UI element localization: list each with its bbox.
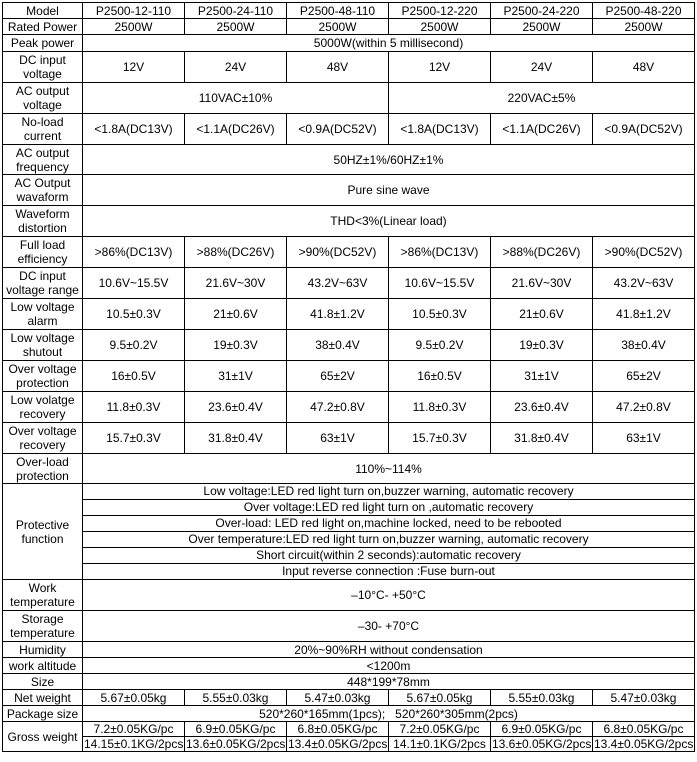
cell-value: 13.4±0.05KG/2pcs: [594, 737, 694, 751]
cell-value: 10.5±0.3V: [389, 299, 491, 330]
cell-value: 15.7±0.3V: [83, 423, 185, 454]
row-label: No-load current: [3, 114, 83, 145]
cell-value: 12V: [83, 52, 185, 83]
cell-value: 5.55±0.03kg: [185, 690, 287, 706]
work-altitude-row: [3, 658, 695, 674]
cell-value: 38±0.4V: [593, 330, 695, 361]
row-label: Over-load protection: [3, 454, 83, 484]
cell-value: 13.6±0.05KG/2pcs: [492, 737, 592, 751]
cell-value: 23.6±0.4V: [491, 392, 593, 423]
cell-value: 43.2V~63V: [287, 268, 389, 299]
cell-value: <1.1A(DC26V): [185, 114, 287, 145]
protective-function-row: [3, 484, 695, 500]
rated-power-row: [3, 19, 695, 35]
cell-value: 31.8±0.4V: [185, 423, 287, 454]
cell-value: 16±0.5V: [83, 361, 185, 392]
cell-value: 13.6±0.05KG/2pcs: [186, 737, 286, 751]
row-label: AC Output wavaform: [3, 175, 83, 206]
cell-value: THD<3%(Linear load): [83, 206, 695, 237]
cell-value: 41.8±1.2V: [593, 299, 695, 330]
cell-value: 48V: [593, 52, 695, 83]
cell-value: >90%(DC52V): [593, 237, 695, 268]
spec-table: [2, 2, 695, 752]
row-label: Over voltage recovery: [3, 423, 83, 454]
cell-value: 16±0.5V: [389, 361, 491, 392]
cell-value: 19±0.3V: [185, 330, 287, 361]
cell-value: 6.8±0.05KG/pc: [287, 722, 389, 737]
cell-value: –10°C- +50°C: [83, 580, 695, 611]
protection-item: Over temperature:LED red light turn on,buzzer warning, automatic recovery: [83, 532, 695, 548]
package-size-row: [3, 706, 695, 722]
cell-value: 14.1±0.1KG/2pcs: [389, 737, 491, 752]
low-voltage-recovery-row: [3, 392, 695, 423]
cell-value: 24V: [491, 52, 593, 83]
cell-value: <1.1A(DC26V): [491, 114, 593, 145]
protection-item: Over-load: LED red light on,machine locked, need to be rebooted: [83, 516, 695, 532]
model-name: P2500-48-220: [593, 3, 695, 19]
row-label: Rated Power: [3, 19, 83, 35]
row-label: Low voltage shutout: [3, 330, 83, 361]
cell-value: 5.67±0.05kg: [389, 690, 491, 706]
cell-value: 6.9±0.05KG/pc: [185, 722, 287, 737]
model-name: P2500-24-220: [491, 3, 593, 19]
cell-value: 448*199*78mm: [83, 674, 695, 690]
net-weight-row: [3, 690, 695, 706]
row-label: Work temperature: [3, 580, 83, 611]
cell-value: Pure sine wave: [83, 175, 695, 206]
cell-value: 65±2V: [593, 361, 695, 392]
cell-value: 31.8±0.4V: [491, 423, 593, 454]
protective-function-row: [3, 516, 695, 532]
cell-value: 21.6V~30V: [185, 268, 287, 299]
row-label: AC output voltage: [3, 83, 83, 114]
cell-value: 11.8±0.3V: [83, 392, 185, 423]
ac-output-voltage-row: [3, 83, 695, 114]
row-label: DC input voltage: [3, 52, 83, 83]
cell-value: 43.2V~63V: [593, 268, 695, 299]
cell-value: 110%~114%: [83, 454, 695, 484]
cell-value: 2500W: [593, 19, 695, 35]
cell-value: 7.2±0.05KG/pc: [83, 722, 185, 737]
row-label: Package size: [3, 706, 83, 722]
cell-value: 5000W(within 5 millisecond): [83, 35, 695, 52]
size-row: [3, 674, 695, 690]
protection-item: Over voltage:LED red light turn on ,automatic recovery: [83, 500, 695, 516]
cell-value: >86%(DC13V): [83, 237, 185, 268]
cell-value: 63±1V: [287, 423, 389, 454]
cell-value: 6.9±0.05KG/pc: [491, 722, 593, 737]
row-label: Storage temperature: [3, 611, 83, 642]
cell-value: 2500W: [185, 19, 287, 35]
protective-function-row: [3, 548, 695, 564]
cell-value: 220VAC±5%: [389, 83, 695, 114]
full-load-efficiency-row: [3, 237, 695, 268]
cell-value: 23.6±0.4V: [185, 392, 287, 423]
cell-value: 50HZ±1%/60HZ±1%: [83, 145, 695, 175]
ac-output-waveform-row: [3, 175, 695, 206]
cell-value: 19±0.3V: [491, 330, 593, 361]
row-label: Model: [3, 3, 83, 19]
over-load-protection-row: [3, 454, 695, 484]
cell-value: >86%(DC13V): [389, 237, 491, 268]
cell-value: 110VAC±10%: [83, 83, 389, 114]
cell-value: 47.2±0.8V: [593, 392, 695, 423]
work-temperature-row: [3, 580, 695, 611]
row-label: Full load efficiency: [3, 237, 83, 268]
cell-value: <0.9A(DC52V): [593, 114, 695, 145]
cell-value: 24V: [185, 52, 287, 83]
dc-input-voltage-row: [3, 52, 695, 83]
model-name: P2500-24-110: [185, 3, 287, 19]
cell-value: >88%(DC26V): [491, 237, 593, 268]
row-label: DC input voltage range: [3, 268, 83, 299]
protection-item: Low voltage:LED red light turn on,buzzer warning, automatic recovery: [83, 484, 695, 500]
row-label: Protective function: [3, 484, 83, 580]
model-name: P2500-12-220: [389, 3, 491, 19]
model-name: P2500-12-110: [83, 3, 185, 19]
cell-value: 2500W: [287, 19, 389, 35]
protective-function-row: [3, 500, 695, 516]
cell-value: –30- +70°C: [83, 611, 695, 642]
cell-value: 6.8±0.05KG/pc: [593, 722, 695, 737]
cell-value: >90%(DC52V): [287, 237, 389, 268]
cell-value: 31±1V: [491, 361, 593, 392]
cell-value: 11.8±0.3V: [389, 392, 491, 423]
humidity-row: [3, 642, 695, 658]
row-label: Waveform distortion: [3, 206, 83, 237]
over-voltage-protection-row: [3, 361, 695, 392]
cell-value: 9.5±0.2V: [83, 330, 185, 361]
cell-value: <1200m: [83, 658, 695, 674]
cell-value: 5.47±0.03kg: [287, 690, 389, 706]
dc-input-voltage-range-row: [3, 268, 695, 299]
no-load-current-row: [3, 114, 695, 145]
row-label: AC output frequency: [3, 145, 83, 175]
row-label: Peak power: [3, 35, 83, 52]
cell-value: 5.47±0.03kg: [593, 690, 695, 706]
cell-value: 14.15±0.1KG/2pcs: [84, 737, 184, 751]
cell-value: <1.8A(DC13V): [389, 114, 491, 145]
row-label: Gross weight: [3, 722, 83, 752]
cell-value: 63±1V: [593, 423, 695, 454]
model-row: [3, 3, 695, 19]
protective-function-row: [3, 532, 695, 548]
cell-value: 9.5±0.2V: [389, 330, 491, 361]
cell-value: 13.4±0.05KG/2pcs: [288, 737, 388, 751]
protection-item: Short circuit(within 2 seconds):automatic recovery: [83, 548, 695, 564]
protection-item: Input reverse connection :Fuse burn-out: [83, 564, 695, 580]
cell-value: 10.6V~15.5V: [83, 268, 185, 299]
cell-value: 48V: [287, 52, 389, 83]
cell-value: 5.55±0.03kg: [491, 690, 593, 706]
cell-value: 20%~90%RH without condensation: [83, 642, 695, 658]
gross-weight-row: [3, 737, 695, 752]
cell-value: 10.6V~15.5V: [389, 268, 491, 299]
cell-value: 47.2±0.8V: [287, 392, 389, 423]
row-label: work altitude: [3, 658, 83, 674]
row-label: Humidity: [3, 642, 83, 658]
protective-function-row: [3, 564, 695, 580]
cell-value: 2500W: [83, 19, 185, 35]
cell-value: 65±2V: [287, 361, 389, 392]
row-label: Net weight: [3, 690, 83, 706]
cell-value: 5.67±0.05kg: [83, 690, 185, 706]
row-label: Over voltage protection: [3, 361, 83, 392]
cell-value: <1.8A(DC13V): [83, 114, 185, 145]
cell-value: 21±0.6V: [185, 299, 287, 330]
model-name: P2500-48-110: [287, 3, 389, 19]
row-label: Size: [3, 674, 83, 690]
ac-output-frequency-row: [3, 145, 695, 175]
cell-value: 2500W: [389, 19, 491, 35]
row-label: Low voltage alarm: [3, 299, 83, 330]
cell-value: 15.7±0.3V: [389, 423, 491, 454]
cell-value: 31±1V: [185, 361, 287, 392]
cell-value: 520*260*165mm(1pcs); 520*260*305mm(2pcs): [83, 706, 695, 722]
cell-value: >88%(DC26V): [185, 237, 287, 268]
low-voltage-shutout-row: [3, 330, 695, 361]
waveform-distortion-row: [3, 206, 695, 237]
cell-value: 2500W: [491, 19, 593, 35]
cell-value: 41.8±1.2V: [287, 299, 389, 330]
gross-weight-row: [3, 722, 695, 737]
cell-value: <0.9A(DC52V): [287, 114, 389, 145]
cell-value: 7.2±0.05KG/pc: [389, 722, 491, 737]
over-voltage-recovery-row: [3, 423, 695, 454]
peak-power-row: [3, 35, 695, 52]
cell-value: 21±0.6V: [491, 299, 593, 330]
storage-temperature-row: [3, 611, 695, 642]
cell-value: 21.6V~30V: [491, 268, 593, 299]
row-label: Low volatge recovery: [3, 392, 83, 423]
cell-value: 10.5±0.3V: [83, 299, 185, 330]
cell-value: 38±0.4V: [287, 330, 389, 361]
cell-value: 12V: [389, 52, 491, 83]
low-voltage-alarm-row: [3, 299, 695, 330]
